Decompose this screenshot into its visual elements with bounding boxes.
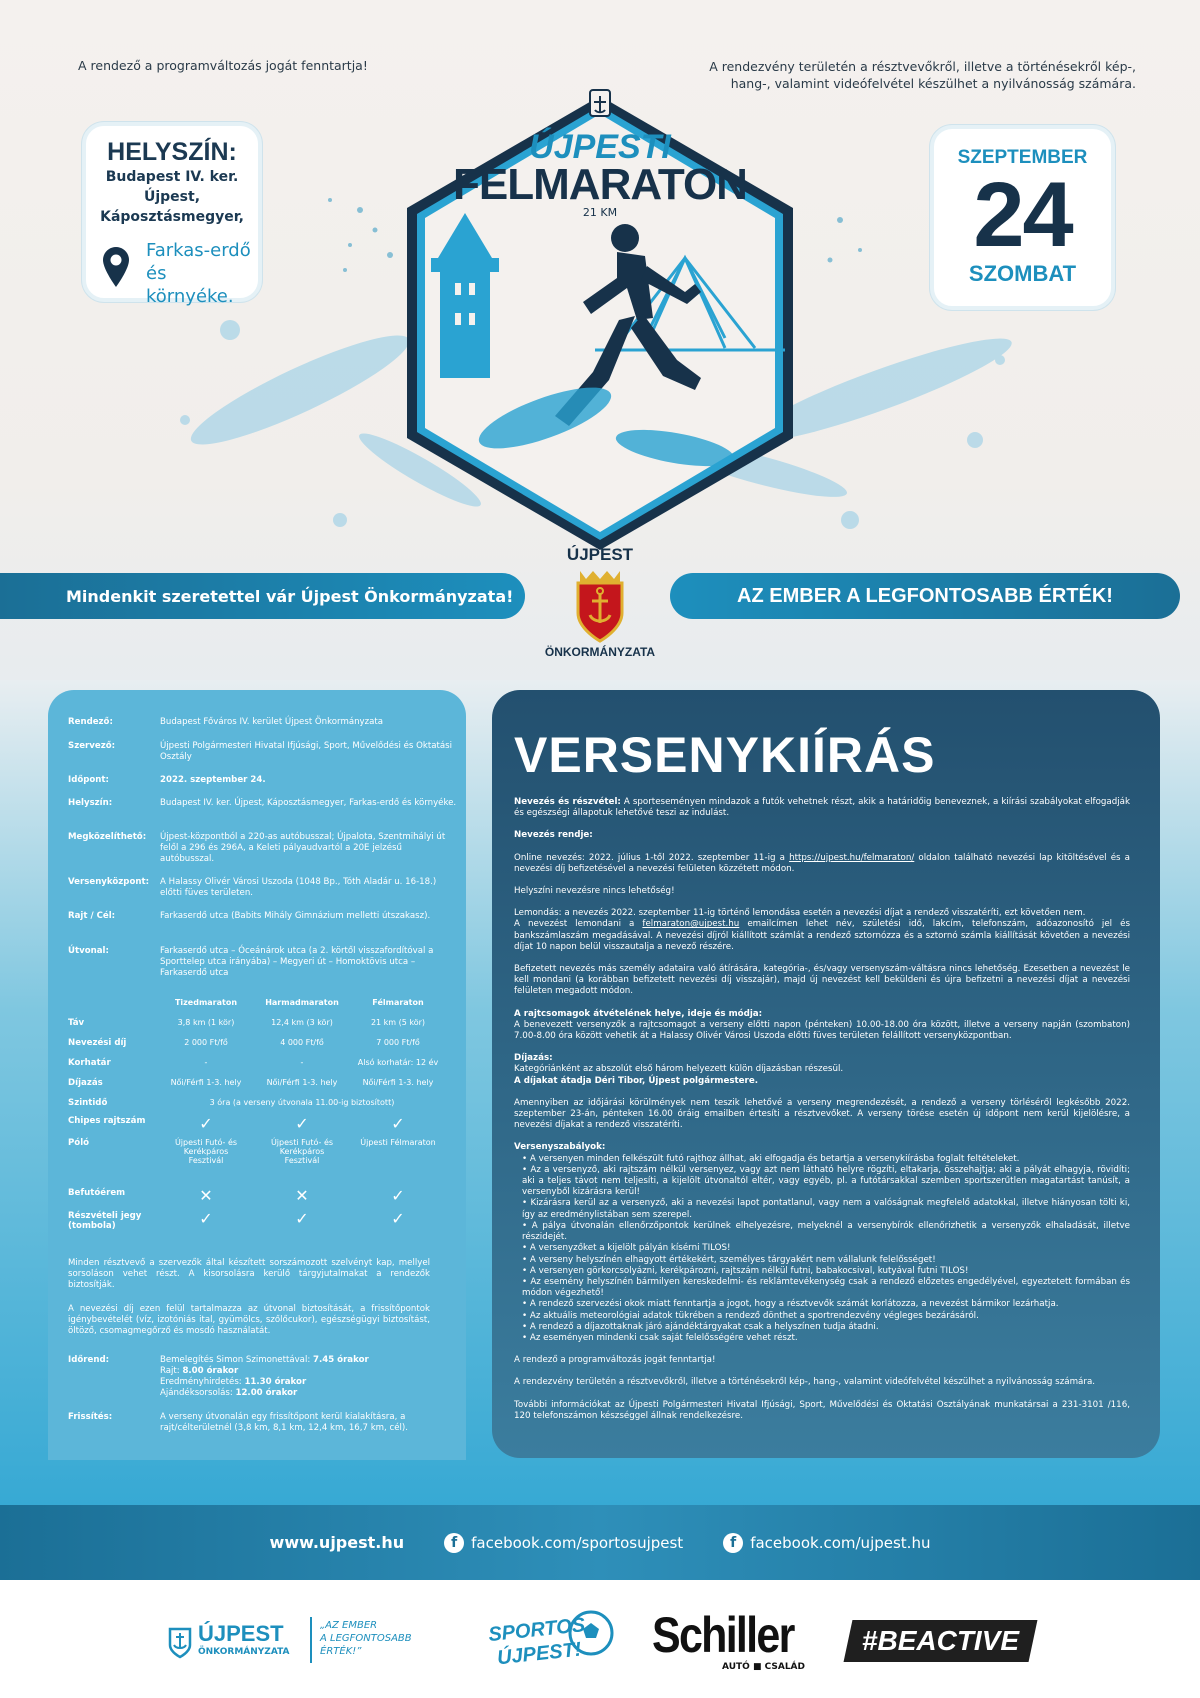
table-row-label: Díjazás xyxy=(68,1078,103,1088)
table-cell: Újpesti Futó- és Kerékpáros Fesztivál xyxy=(174,1138,238,1165)
location-pin-icon xyxy=(102,246,130,288)
logo-text: Schiller xyxy=(652,1607,794,1663)
table-row-label: Részvételi jegy (tombola) xyxy=(68,1211,142,1231)
detail-label: Helyszín: xyxy=(68,798,113,808)
rules-list xyxy=(514,1154,1130,1344)
cross-icon: ✕ xyxy=(295,1186,309,1205)
date-day: 24 xyxy=(973,164,1072,266)
rules-subheading: Versenyszabályok: xyxy=(514,1142,606,1153)
location-line: Káposztásmegyer, xyxy=(100,209,244,225)
detail-row xyxy=(68,911,458,922)
rules-subheading: A rajtcsomagok átvételének helye, ideje és módja: xyxy=(514,1008,763,1019)
detail-row xyxy=(68,877,458,899)
slogan-ribbon: AZ EMBER A LEGFONTOSABB ÉRTÉK! xyxy=(670,573,1180,619)
welcome-ribbon: Mindenkit szeretettel vár Újpest Önkormányzata! xyxy=(0,573,525,619)
detail-row xyxy=(68,946,458,979)
table-row-label: Táv xyxy=(68,1018,85,1028)
date-month: SZEPTEMBER xyxy=(957,147,1088,168)
table-row xyxy=(68,1078,448,1088)
table-cell: 3 óra (a verseny útvonala 11.00-ig biztosított) xyxy=(209,1098,395,1107)
table-row-label: Póló xyxy=(68,1138,90,1148)
list-item: • Az aktuális meteorológiai adatok tükrében a rendező dönthet a sportrendezvény végleges bezárásáról. xyxy=(522,1310,979,1321)
rules-panel xyxy=(492,690,1160,1458)
schedule-list xyxy=(160,1355,458,1399)
beactive-logo xyxy=(844,1620,1038,1662)
list-item: • A rendező a díjazottaknak járó ajándéktárgyakat csak a helyszínen tudja átadni. xyxy=(522,1321,879,1332)
table-cell: Női/Férfi 1-3. hely xyxy=(170,1078,242,1087)
schedule-item: Eredményhirdetés: xyxy=(160,1377,245,1387)
detail-row xyxy=(68,775,458,786)
date-weekday: SZOMBAT xyxy=(968,261,1077,286)
cross-icon: ✕ xyxy=(199,1186,213,1205)
list-item-text: Az aktuális meteorológiai adatok tükrében a rendező dönthet a sportrendezvény végleges bezárásáról. xyxy=(529,1310,979,1321)
rules-paragraph: Lemondás: a nevezés 2022. szeptember 11-ig történő lemondása esetén a nevezési díjat a rendező visszatéríti, ezt követően nem. xyxy=(514,908,1086,919)
schedule-label: Időrend: xyxy=(68,1355,110,1365)
table-row-label: Chipes rajtszám xyxy=(68,1116,146,1126)
list-item-text: Az a versenyző, aki rajtszám nélkül versenyez, vagy azt nem látható helyre rögzíti, eltakarja, összehajtja; aki a pályát elhagyja, rövidíti; aki a teljes távot nem teljesíti, a kijelölt útvonaltól eltér, vagy egyéb, pl. a futótársakkal szemben sportszerűtlen magatartást tanúsít, a versenyből kizárásra kerül! xyxy=(522,1164,1131,1198)
slogan-line: A LEGFONTOSABB xyxy=(320,1633,412,1644)
schedule-time: 8.00 órakor xyxy=(182,1366,239,1376)
table-row xyxy=(68,1138,448,1165)
table-row xyxy=(68,1058,448,1068)
table-cell: Alsó korhatár: 12 év xyxy=(357,1058,439,1067)
list-item-text: A verseny helyszínén elhagyott értékekért, személyes tárgyakért nem vállalunk felelősséget! xyxy=(529,1254,936,1265)
detail-label: Versenyközpont: xyxy=(68,877,150,887)
rules-paragraph: A nevezést lemondani a xyxy=(514,919,643,930)
website-link[interactable]: www.ujpest.hu xyxy=(269,1533,405,1552)
table-cell: Női/Férfi 1-3. hely xyxy=(266,1078,338,1087)
location-card xyxy=(82,122,262,307)
list-item: • Az eseményen mindenki csak saját felelősségére vehet részt. xyxy=(522,1332,798,1343)
check-icon: ✓ xyxy=(391,1114,405,1133)
forest-line: és környéke. xyxy=(146,263,234,307)
refresh-row xyxy=(68,1412,458,1434)
table-row xyxy=(68,1116,448,1132)
detail-label: Megközelíthető: xyxy=(68,832,147,842)
logo-divider xyxy=(310,1617,312,1663)
email-link[interactable]: felmaraton@ujpest.hu xyxy=(642,919,740,930)
table-row xyxy=(68,1211,448,1231)
schedule-time: 11.30 órakor xyxy=(244,1377,307,1387)
detail-value: Budapest Főváros IV. kerület Újpest Önkormányzata xyxy=(160,717,384,727)
recording-note: A rendezvény területén a résztvevőkről, illetve a történésekről kép-, hang-, valamint videófelvétel készülhet a nyilvánosság számára. xyxy=(709,59,1136,91)
facebook-link-text: facebook.com/ujpest.hu xyxy=(750,1533,931,1552)
refresh-value: A verseny útvonalán egy frissítőpont kerül kialakításra, a rajt/célterületnél (3,8 km, 8,1 km, 12,4 km, 16,7 km, cél). xyxy=(160,1412,408,1433)
list-item: • A pálya útvonalán ellenőrzőpontok kerülnek elhelyezésre, melyeknél a versenybírók ellenőrizhetik a versenyzők elhaladását, illetve részidejét. xyxy=(522,1220,1130,1243)
schedule-row xyxy=(68,1355,458,1399)
ticket-paragraph: Minden résztvevő a szervezők által készített sorszámozott szelvényt kap, mellyel sorsoláson vehet részt. A kisorsolásra kerülő tárgyjutalmakat a rendezők biztosítják. xyxy=(68,1258,430,1290)
detail-value: Újpesti Polgármesteri Hivatal Ifjúsági, Sport, Művelődési és Oktatási Osztály xyxy=(160,741,452,762)
table-row xyxy=(68,1018,448,1028)
check-icon: ✓ xyxy=(391,1209,405,1228)
rules-paragraph: A rendezvény területén a résztvevőkről, illetve a történésekről kép-, hang-, valamint videófelvétel készülhet a nyilvánosság számára. xyxy=(514,1377,1096,1388)
rules-paragraph: Befizetett nevezés más személy adataira való átírására, kategória-, és/vagy versenyszám-váltásra nincs lehetőség. Ezesetben a nevezést le kell mondani (a korábban befizetett nevezési díj visszajár), majd új nevezést kell beküldeni és újra befizetni a nevezési díjat a nevezési felületen megadott módon. xyxy=(514,964,1130,997)
table-cell: Újpesti Futó- és Kerékpáros Fesztivál xyxy=(270,1138,334,1165)
detail-value: A Halassy Olivér Városi Uszoda (1048 Bp., Tóth Aladár u. 16-18.) előtti füves területen. xyxy=(160,877,437,898)
emblem-top-text: ÚJPEST xyxy=(566,545,634,564)
rules-paragraph: További információkat az Újpesti Polgármesteri Hivatal Ifjúsági, Sport, Művelődési és Oktatási Osztályának munkatársai a 231-3101 /116, 120 telefonszámon készséggel állnak rendelkezésre. xyxy=(514,1399,1130,1421)
schedule-time: 7.45 órakor xyxy=(312,1355,369,1365)
table-cell: 2 000 Ft/fő xyxy=(184,1038,228,1047)
schedule-item: Rajt: xyxy=(160,1366,183,1376)
list-item-text: A rendező szervezési okok miatt fenntartja a jogot, hogy a résztvevők számát korlátozza, a nevezést bármikor lezárhatja. xyxy=(529,1299,1059,1310)
list-item: • A versenyen görkorcsolyázni, kerékpározni, rajtszám nélkül futni, babakocsival, kutyával futni TILOS! xyxy=(522,1265,969,1276)
check-icon: ✓ xyxy=(295,1114,309,1133)
rules-paragraph: Kategóriánként az abszolút első három helyezett külön díjazásban részesül. xyxy=(514,1064,844,1075)
check-icon: ✓ xyxy=(391,1186,405,1205)
location-heading: HELYSZÍN: xyxy=(107,138,237,166)
schedule-item: Bemelegítés Simon Szimonettával: xyxy=(160,1355,313,1365)
rules-paragraph: A benevezett versenyzők a rajtcsomagot a verseny előtti napon (pénteken) 10.00-18.00 óra között, illetve a verseny napján (szombaton) 7.00-8.00 óra között vehetik át a Halassy Olivér Városi Uszoda előtti füves területen felállított versenyközpontban. xyxy=(514,1019,1130,1042)
table-row xyxy=(68,1098,448,1108)
check-icon: ✓ xyxy=(295,1209,309,1228)
facebook-icon: f xyxy=(723,1533,743,1553)
list-item-text: A versenyen minden felkészült futó rajthoz állhat, aki elfogadja és betartja a versenykiírásba foglalt feltételeket. xyxy=(529,1153,1020,1164)
rules-subheading: Díjazás: xyxy=(514,1053,553,1064)
detail-value: Farkaserdő utca – Óceánárok utca (a 2. körtől visszafordítóval a Sporttelep utca irányába) – Megyeri út – Homoktövis utca – Farkaserdő utca xyxy=(160,946,434,978)
list-item-text: Az eseményen mindenki csak saját felelősségére vehet részt. xyxy=(529,1332,798,1343)
list-item: • A rendező szervezési okok miatt fenntartja a jogot, hogy a résztvevők számát korlátozza, a nevezést bármikor lezárhatja. xyxy=(522,1299,1059,1310)
table-cell: 3,8 km (1 kör) xyxy=(177,1018,235,1027)
detail-label: Rendező: xyxy=(68,717,113,727)
refresh-label: Frissítés: xyxy=(68,1412,113,1422)
rules-text xyxy=(514,797,1130,1422)
rules-paragraph: A sporteseményen mindazok a futók vehetnek részt, akik a határidőig beneveznek, a kiírási szabályokat elfogadják és egészségi állapotuk lehetővé teszi az indulást. xyxy=(514,797,1131,819)
logo-line: SPORTOS xyxy=(487,1614,587,1647)
list-item-text: Az esemény helyszínén bármilyen kereskedelmi- és reklámtevékenység csak a rendező előzetes engedélyével, egyeztetett formában és módon végezhető! xyxy=(522,1276,1130,1299)
table-cell: - xyxy=(204,1058,208,1067)
table-row-label: Korhatár xyxy=(68,1058,111,1068)
list-item-text: A pálya útvonalán ellenőrzőpontok kerülnek elhelyezésre, melyeknél a versenybírók ellenőrizhetik a versenyzők elhaladását, illetve részidejét. xyxy=(522,1220,1130,1243)
list-item: • Kizárásra kerül az a versenyző, aki a nevezési lapot pontatlanul, vagy nem a valóságnak megfelelő adatokkal, illetve hiányosan tölti ki, így az eredménylistában sem szerepel. xyxy=(522,1198,1130,1220)
rules-paragraph: A rendező a programváltozás jogát fenntartja! xyxy=(514,1355,716,1366)
rules-paragraph: oldalon található nevezési lap kitöltésével és a nevezési díj befizetésével a nevezési felületen közzétett módon. xyxy=(514,852,1131,874)
forest-location xyxy=(146,239,258,308)
ujpest-emblem xyxy=(532,545,668,665)
logo-sub: ÖNKORMÁNYZATA xyxy=(198,1647,290,1657)
list-item: • A versenyzőket a kijelölt pályán kísérni TILOS! xyxy=(522,1243,731,1254)
ujpest-onkormanyzat-logo xyxy=(168,1617,433,1667)
table-header-cell: Félmaraton xyxy=(372,998,424,1007)
table-cell: 4 000 Ft/fő xyxy=(280,1038,324,1047)
rules-paragraph: Online nevezés: 2022. július 1-től 2022. szeptember 11-ig a xyxy=(514,852,790,863)
list-item: • A versenyen minden felkészült futó rajthoz állhat, aki elfogadja és betartja a versenykiírásba foglalt feltételeket. xyxy=(522,1153,1020,1164)
list-item-text: A versenyen görkorcsolyázni, kerékpározni, rajtszám nélkül futni, babakocsival, kutyával futni TILOS! xyxy=(529,1265,969,1276)
table-cell: - xyxy=(300,1058,304,1067)
rules-heading: VERSENYKIÍRÁS xyxy=(514,727,936,783)
facebook-link-text: facebook.com/sportosujpest xyxy=(471,1533,684,1552)
logo-text xyxy=(466,1611,610,1673)
program-change-note: A rendező a programváltozás jogát fenntartja! xyxy=(78,58,368,73)
rules-paragraph: Helyszíni nevezésre nincs lehetőség! xyxy=(514,886,675,897)
table-header-cell: Harmadmaraton xyxy=(265,998,339,1007)
table-row-label: Nevezési díj xyxy=(68,1038,127,1048)
schedule-item: Ajándéksorsolás: xyxy=(160,1388,236,1398)
slogan-line: ÉRTÉK!” xyxy=(320,1646,362,1657)
detail-row xyxy=(68,741,458,763)
date-card xyxy=(930,125,1115,310)
emblem-bottom-text: ÖNKORMÁNYZATA xyxy=(544,645,656,659)
location-line: Újpest, xyxy=(143,189,201,205)
detail-row xyxy=(68,798,458,809)
check-icon: ✓ xyxy=(199,1114,213,1133)
sportos-ujpest-logo xyxy=(468,1608,618,1678)
table-cell: Újpesti Félmaraton xyxy=(360,1138,436,1147)
list-item-text: A rendező a díjazottaknak járó ajándéktárgyakat csak a helyszínen tudja átadni. xyxy=(529,1321,879,1332)
rules-paragraph: Amennyiben az időjárási körülmények nem teszik lehetővé a verseny megrendezését, a rendező a verseny törléséről legkésőbb 2022. szeptember 23-án, pénteken 16.00 óráig emailben értesíti a résztvevőket. A verseny törése esetén új időpont nem kerül kijelölésre, a nevezési díjakat a rendező visszatéríti. xyxy=(514,1097,1130,1131)
check-icon: ✓ xyxy=(199,1209,213,1228)
detail-value: Budapest IV. ker. Újpest, Káposztásmegyer, Farkas-erdő és környéke. xyxy=(160,798,457,808)
detail-value: Újpest-központból a 220-as autóbusszal; Újpalota, Szentmihályi út felől a 296 és 296A, a Keleti pályaudvartól a 20E jelzésű autóbusszal. xyxy=(160,832,446,864)
slogan-line: „AZ EMBER xyxy=(320,1620,378,1631)
table-cell: 12,4 km (3 kör) xyxy=(271,1018,333,1027)
schedule-time: 12.00 órakor xyxy=(235,1388,298,1398)
sponsor-logos xyxy=(0,1580,1200,1698)
registration-link[interactable]: https://ujpest.hu/felmaraton/ xyxy=(789,852,915,863)
detail-label: Útvonal: xyxy=(68,946,109,956)
table-cell: 7 000 Ft/fő xyxy=(376,1038,420,1047)
detail-label: Időpont: xyxy=(68,775,109,785)
list-item: • A verseny helyszínén elhagyott értékekért, személyes tárgyakért nem vállalunk felelősséget! xyxy=(522,1254,936,1265)
rules-paragraph: emailcímen lehet név, születési idő, lakcím, telefonszám, adóazonosító jel és bankszámlaszám megadásával. A nevezési díjról kiállított számlát a rendező sztornózza és a sztornó számla kiállítását követően a nevezési díjat 10 napon belül visszautalja a nevező részére. xyxy=(514,919,1130,952)
links-bar xyxy=(0,1505,1200,1580)
rules-subheading: Nevezés rendje: xyxy=(514,830,593,841)
table-row-label: Befutóérem xyxy=(68,1188,126,1198)
table-row-label: Szintidő xyxy=(68,1098,108,1108)
logo-line: ÚJPEST! xyxy=(496,1638,583,1670)
logo-name: ÚJPEST xyxy=(198,1621,284,1646)
list-item: • Az a versenyző, aki rajtszám nélkül versenyez, vagy azt nem látható helyre rögzíti, eltakarja, összehajtja; aki a pályát elhagyja, rövidíti; aki a teljes távot nem teljesíti, a kijelölt útvonaltól eltér, vagy egyéb, pl. a futótársakkal szemben sportszerűtlen magatartást tanúsít, a versenyből kizárásra kerül! xyxy=(522,1164,1131,1198)
rules-paragraph: A díjakat átadja Déri Tibor, Újpest polgármestere. xyxy=(514,1075,759,1086)
detail-row xyxy=(68,832,458,865)
table-header xyxy=(68,998,448,1007)
facebook-link-sport[interactable] xyxy=(444,1533,683,1553)
detail-label: Szervező: xyxy=(68,741,116,751)
logo-slogan xyxy=(320,1619,412,1658)
detail-label: Rajt / Cél: xyxy=(68,911,116,921)
table-cell: 21 km (5 kör) xyxy=(370,1018,426,1027)
title-felmaraton: FÉLMARATON xyxy=(453,160,747,209)
facebook-link-ujpest[interactable] xyxy=(723,1533,930,1553)
logo-text: #BEACTIVE xyxy=(861,1625,1020,1656)
logo-sub: AUTÓ ■ CSALÁD xyxy=(722,1662,805,1672)
coat-of-arms-icon xyxy=(168,1621,192,1659)
title-ujpesti: ÚJPESTI xyxy=(529,128,671,166)
event-badge xyxy=(395,88,805,558)
coat-of-arms-icon xyxy=(570,567,630,645)
detail-row xyxy=(68,717,458,728)
schiller-logo xyxy=(652,1608,817,1678)
list-item-text: Kizárásra kerül az a versenyző, aki a nevezési lapot pontatlanul, vagy nem a valóságnak megfelelő adatokkal, illetve hiányosan tölti ki, így az eredménylistában sem szerepel. xyxy=(522,1198,1130,1220)
detail-value: Farkaserdő utca (Babits Mihály Gimnázium melletti útszakasz). xyxy=(160,911,431,921)
list-item: • Az esemény helyszínén bármilyen kereskedelmi- és reklámtevékenység csak a rendező előzetes engedélyével, egyeztetett formában és módon végezhető! xyxy=(522,1276,1130,1299)
fee-paragraph: A nevezési díj ezen felül tartalmazza az útvonal biztosítását, a frissítőpontok igénybevételét (víz, izotóniás ital, gyümölcs, szőlőcukor), egészségügyi biztosítást, öltöző, csomagmegőrző és mosdó használatát. xyxy=(68,1304,430,1336)
location-line: Budapest IV. ker. xyxy=(105,169,239,185)
forest-line: Farkas-erdő xyxy=(146,240,251,261)
table-row xyxy=(68,1038,448,1048)
table-row xyxy=(68,1188,448,1204)
title-distance: 21 KM xyxy=(582,206,618,219)
table-header-cell: Tizedmaraton xyxy=(174,998,238,1007)
list-item-text: A versenyzőket a kijelölt pályán kísérni TILOS! xyxy=(529,1243,731,1254)
facebook-icon: f xyxy=(444,1533,464,1553)
detail-value: 2022. szeptember 24. xyxy=(160,775,266,785)
rules-subheading: Nevezés és részvétel: xyxy=(514,797,621,807)
table-cell: Női/Férfi 1-3. hely xyxy=(362,1078,434,1087)
